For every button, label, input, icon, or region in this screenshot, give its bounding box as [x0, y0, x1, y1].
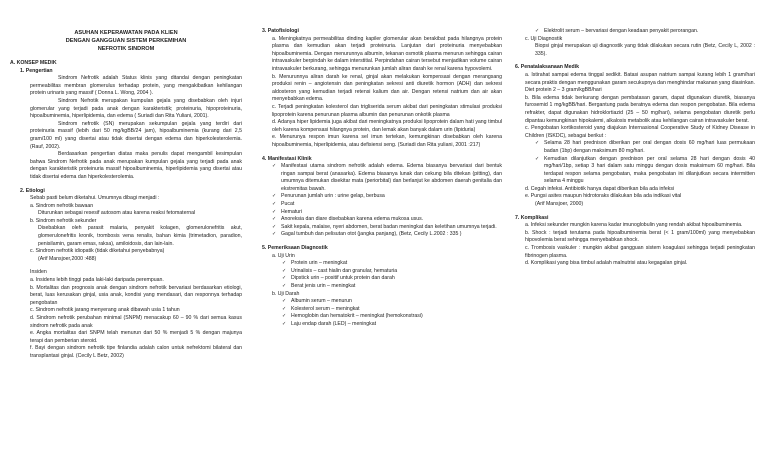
check-item: [515, 140, 755, 155]
list-item: b. Mortalitas dan prognosis anak dengan sindrom nefrotik bervariasi berdasarkan etiologi, berat, luas kerusakan ginjal, usia anak, kondisi yang mendasari, dan responnya terhadap pengobatan: [30, 284, 242, 306]
check-item: [262, 321, 502, 329]
subsection-heading: 4. Manifestasi Klinik: [262, 155, 312, 162]
check-text: Urinalisis – cast hialin dan granular, hematuria: [291, 267, 398, 274]
column-1: [10, 60, 242, 361]
checkmark-icon: ✓: [282, 320, 287, 327]
checkmark-icon: ✓: [535, 140, 540, 147]
checkmark-icon: ✓: [272, 193, 277, 200]
list-item: e. Pungsi asites maupun hidrotoraks dilakukan bila ada indikasi vital: [525, 193, 682, 200]
list-item: d. Adanya hiper lipidemia juga akibat dari meningkatnya produksi lipoprotein dalam hati yang timbul oleh karena kompensasi hilangnya protein, dan lemak akan banyak dalam urin (lipiduria): [272, 119, 502, 133]
list-item: a. Uji Urin: [272, 252, 295, 259]
subsection-heading: 7. Komplikasi: [515, 214, 549, 221]
column-3: [515, 28, 755, 268]
check-item: [515, 156, 755, 186]
check-text: Kolesterol serum – meningkat: [291, 305, 360, 312]
checkmark-icon: ✓: [272, 163, 277, 170]
checkmark-icon: ✓: [535, 155, 540, 162]
list-item: c. Sindrom nefrotik jarang menyerang anak dibawah usia 1 tahun: [30, 307, 180, 314]
paragraph: Biopsi ginjal merupakan uji diagnostik yang tidak dilakukan secara rutin (Betz, Cecily L, 2002 : 335).: [535, 43, 755, 57]
title-line-1: ASUHAN KEPERAWATAN PADA KLIEN: [74, 30, 178, 36]
list-item: e. Menurunya respon imun karena sel imun tertekan, kemungkinan disebabkan oleh karena hipoalbuminemia, hiperlipidemia, atau defisiensi seng. (Suriadi dan Rita yuliani, 2001 :217): [272, 134, 502, 148]
list-item: e. Angka mortalitas dari SNPM telah menurun dari 50 % menjadi 5 % dengan majunya terapi dan pemberian steroid.: [30, 330, 242, 344]
check-text: Elektrolit serum – bervariasi dengan keadaan penyakit perorangan.: [544, 28, 699, 34]
subsection-heading: 3. Patofisiologi: [262, 28, 299, 34]
check-text: Penurunan jumlah urin : urine gelap, berbusa: [281, 193, 385, 200]
section-heading: A. KONSEP MEDIK: [10, 60, 57, 66]
list-item: b. Bila edema tidak berkurang dengan pembatasan garam, dapat digunakan diuretik, biasanya furosemid 1 mg/kgBB/hari. Bergantung pada beratnya edema dan respon pengobatan. Bila edema refrakter, dapat digunakan hidroklortiazid (25 – 50 mg/hari), selama pengobatan diuretik perlu dipantau kemungkinan hipokalemi, alkalosis metabolik atau kehilangan cairan intravaskuler berat.: [525, 94, 755, 124]
list-item: b. Shock : terjadi terutama pada hipoalbuminemia berat (< 1 gram/100ml) yang menyebabkan hipovolemia berat sehingga menyebabkan shock.: [525, 229, 755, 244]
check-text: Anoreksia dan diare disebabkan karena edema mukosa usus.: [281, 216, 424, 223]
checkmark-icon: ✓: [282, 305, 287, 312]
list-item: c. Uji Diagnostik: [525, 35, 563, 42]
column-2: [262, 28, 502, 329]
check-item: [262, 283, 502, 291]
checkmark-icon: ✓: [272, 223, 277, 230]
check-text: Laju endap darah (LED) – meningkat: [291, 320, 377, 327]
check-item: [262, 260, 502, 268]
list-item: d. Cegah infeksi. Antibiotik hanya dapat diberikan bila ada infeksi: [525, 185, 675, 192]
document-title: [10, 30, 242, 53]
check-item: [262, 216, 502, 224]
check-item: [262, 201, 502, 209]
title-line-3: NEFROTIK SINDROM: [97, 45, 155, 52]
citation: (Arif Mansjoer,2000 :488): [38, 255, 97, 262]
subsection-heading: 1. Pengertian: [20, 67, 53, 74]
paragraph: Sindrom Nefrotik merupakan kumpulan gejala yang disebabkan oleh injuri glomerular yang terjadi pada anak dengan karakteristik; proteinuria, hipoproteinuria, hipoalbuminemia, hiperlipidemia, dan edema ( Suriadi dan Rita Yuliani, 2001).: [30, 97, 242, 120]
subsection-heading: 5. Pemeriksaan Diagnostik: [262, 245, 328, 252]
subsection-heading: 2. Etiologi: [20, 187, 45, 194]
list-item: a. Infeksi sekunder mungkin karena kadar imunoglobulin yang rendah akibat hipoalbuminemia.: [525, 222, 743, 229]
list-item: b. Sindrom nefrotik sekunder: [30, 217, 97, 224]
check-text: Pucat: [281, 201, 295, 208]
checkmark-icon: ✓: [282, 267, 287, 274]
check-item: [515, 28, 755, 36]
list-item: b. Menurunnya aliran darah ke renal, ginjal akan melakukan kompensasi dengan merangsang produksi renin – angiotensin dan peningkatan sekresi anti diuretik hormon (ADH) dan sekresi aldosteron yang kemudian terjadi retensi kalium dan air. Dengan retensi natrium dan air akan menyebabkan edema.: [272, 73, 502, 103]
list-item: a. Sindrom nefrotik bawaan: [30, 202, 94, 209]
list-item: a. Istirahat sampai edema tinggal sedikit. Batasi asupan natrium sampai kurang lebih 1 gram/hari secara praktis dengan menggunakan garam secukupnya dan menghindar makanan yang diasinkan. Diet protein 2 – 3 gram/kgBB/hari: [525, 71, 755, 94]
check-item: [262, 313, 502, 321]
check-text: Sakit kepala, malaise, nyeri abdomen, berat badan meningkat dan keletihan umumnya terjadi.: [281, 223, 497, 230]
check-text: Kemudian dilanjutkan dengan prednison per oral selama 28 hari dengan dosis 40 mg/hari/1bp, setiap 3 hari dalam satu minggu dengan dosis maksimum 60 mg/hari. Bila terdapat respon selama pengobatan, maka pengobatan ini dilanjutkan secara intermitten selama 4 minggu: [544, 155, 755, 185]
checkmark-icon: ✓: [272, 231, 277, 238]
checkmark-icon: ✓: [282, 298, 287, 305]
list-item: c. Terjadi peningkatan kolesterol dan trigliserida serum akibat dari peningkatan stimulasi produksi lipoprotein karena penurunan plasma albumin dan penurunan onkotik plasma: [272, 103, 502, 118]
check-item: [262, 268, 502, 276]
checkmark-icon: ✓: [535, 28, 540, 34]
subsection-heading: 6. Penatalaksanaan Medik: [515, 64, 580, 71]
check-text: Hemoglobin dan hematokrit – meningkat (hemokonstrasi): [291, 313, 423, 320]
list-item: c. Trombosis vaskuler : mungkin akibat gangguan sistem koagulasi sehingga terjadi peningkatan fibrinogen plasma.: [525, 245, 755, 259]
list-item: d. Sindrom nefrotik perubahan minimal (SNPM) menacakup 60 – 90 % dari semua kasus sindrom nefrotik pada anak: [30, 315, 242, 329]
check-text: Hematuri: [281, 208, 303, 215]
list-item: c. Sindrom nefrotik idiopatik (tidak diketahui penyebabnya): [30, 248, 165, 255]
list-item: f. Bayi dengan sindrom nefrotik tipe finlandia adalah calon untuk nefrektomi bilateral dan transplantasi ginjal. (Cecily L Betz, 2002): [30, 345, 242, 359]
checkmark-icon: ✓: [272, 216, 277, 223]
paragraph: Sindrom Nefrotik adalah Status klinis yang ditandai dengan peningkatan permeabilitas membran glomerulus terhadap protein, yang mengakibatkan kehilangan protein urinaris yang massif ( Donna L. Wong, 2004 ).: [30, 75, 242, 97]
paragraph: Berdasarkan pengertian diatas maka penulis dapat mengambil kesimpulan bahwa Sindrom Nefrotik pada anak merupakan kumpulan gejala yang terjadi pada anak dengan karakteristik proteinuria massif hipoalbuminemia, hiperlipidemia yang disertai atau tidak disertai edema dan hiperkolesterolemia.: [30, 151, 242, 180]
list-item: b. Uji Darah: [272, 290, 300, 297]
check-text: Dipstick urin – positif untuk protein dan darah: [291, 275, 395, 282]
checkmark-icon: ✓: [272, 201, 277, 208]
list-item: d. Komplikasi yang bisa timbul adalah malnutrisi atau kegagalan ginjal.: [525, 260, 688, 267]
check-item: [262, 275, 502, 283]
title-line-2: DENGAN GANGGUAN SISTEM PERKEMIHAN: [65, 37, 187, 44]
list-item: a. Insidens lebih tinggi pada laki-laki daripada perempuan.: [30, 277, 164, 284]
check-text: Manifestasi utama sindrom nefrotik adalah edema. Edema biasanya bervariasi dari bentuk ringan sampai berat (anasarka). Edema biasanya lunak dan cekung bila ditekan (pitting), dan umumnya ditemukan disekitar mata (periorbital) dan berlanjut ke abdomen daerah genitalia dan ekstremitas bawah.: [281, 163, 502, 192]
list-item: a. Meningkatnya permeabilitas dinding kapiler glomerular akan berakibat pada hilangnya protein plasma dan kemudian akan terjadi proteinuria. Lanjutan dari proteinuria menyebabkan hipoalbuminemia. Dengan menurunnya albumin, tekanan osmotik plasma menurun sehingga cairan intravaskuler berpindah ke dalam interstitial. Perpindahan cairan tersebut menjadikan volume cairan intravaskuler berkurang, sehingga menurunkan jumlah aliran darah ke renal karena hypovolemi.: [272, 35, 502, 72]
check-text: Berat jenis urin – meningkat: [291, 283, 356, 289]
check-item: [262, 224, 502, 232]
paragraph: Disebabkan oleh parasit malaria, penyakit kolagen, glomerulonefritis akut, glomerulonefritis kronik, trombosis vena renalis, bahan kimia (trimetadion, paradion, penisilamin, garam emas, raksa), amiloidosis, dan lain-lain.: [38, 225, 242, 247]
citation: (Arif Mansjoer, 2000): [535, 201, 584, 208]
list-item: c. Pengobatan kortikosteroid yang diajukan Internasional Cooperative Study of Kidney Disease in Children (ISKDC), sebagai berikut :: [525, 125, 755, 139]
check-item: [262, 231, 502, 239]
check-item: [262, 298, 502, 306]
paragraph: Diturunkan sebagai resesif autosom atau karena reaksi fetomaternal: [38, 210, 196, 217]
check-item: [262, 163, 502, 193]
check-text: Selama 28 hari prednison diberikan per oral dengan dosis 60 mg/hari luas permukaan badan (1bp) dengan maksimum 80 mg/hari.: [544, 140, 755, 154]
check-item: [262, 209, 502, 217]
check-item: [262, 193, 502, 201]
checkmark-icon: ✓: [282, 313, 287, 320]
checkmark-icon: ✓: [282, 283, 287, 289]
check-item: [262, 306, 502, 314]
paragraph: Sebab pasti belum diketahui. Umumnya dibagi menjadi :: [30, 195, 160, 202]
check-text: Gagal tumbuh dan pelisutan otot (jangka panjang), (Betz, Cecily L.2002 : 335 ): [281, 231, 462, 238]
paragraph: Sindrom nefrotik (SN) merupakan sekumpulan gejala yang terdiri dari proteinuria massif (lebih dari 50 mg/kgBB/24 jam), hipoalbuminemia (kurang dari 2,5 gram/100 ml) yang disertai atau tidak disertai dengan edema dan hiperkolesterolemia. (Rauf, 2002).: [30, 120, 242, 150]
checkmark-icon: ✓: [282, 260, 287, 267]
check-text: Albumin serum – menurun: [291, 298, 352, 305]
checkmark-icon: ✓: [282, 275, 287, 282]
subheading: Insiden: [30, 269, 47, 276]
checkmark-icon: ✓: [272, 208, 277, 215]
check-text: Protein urin – meningkat: [291, 260, 348, 267]
